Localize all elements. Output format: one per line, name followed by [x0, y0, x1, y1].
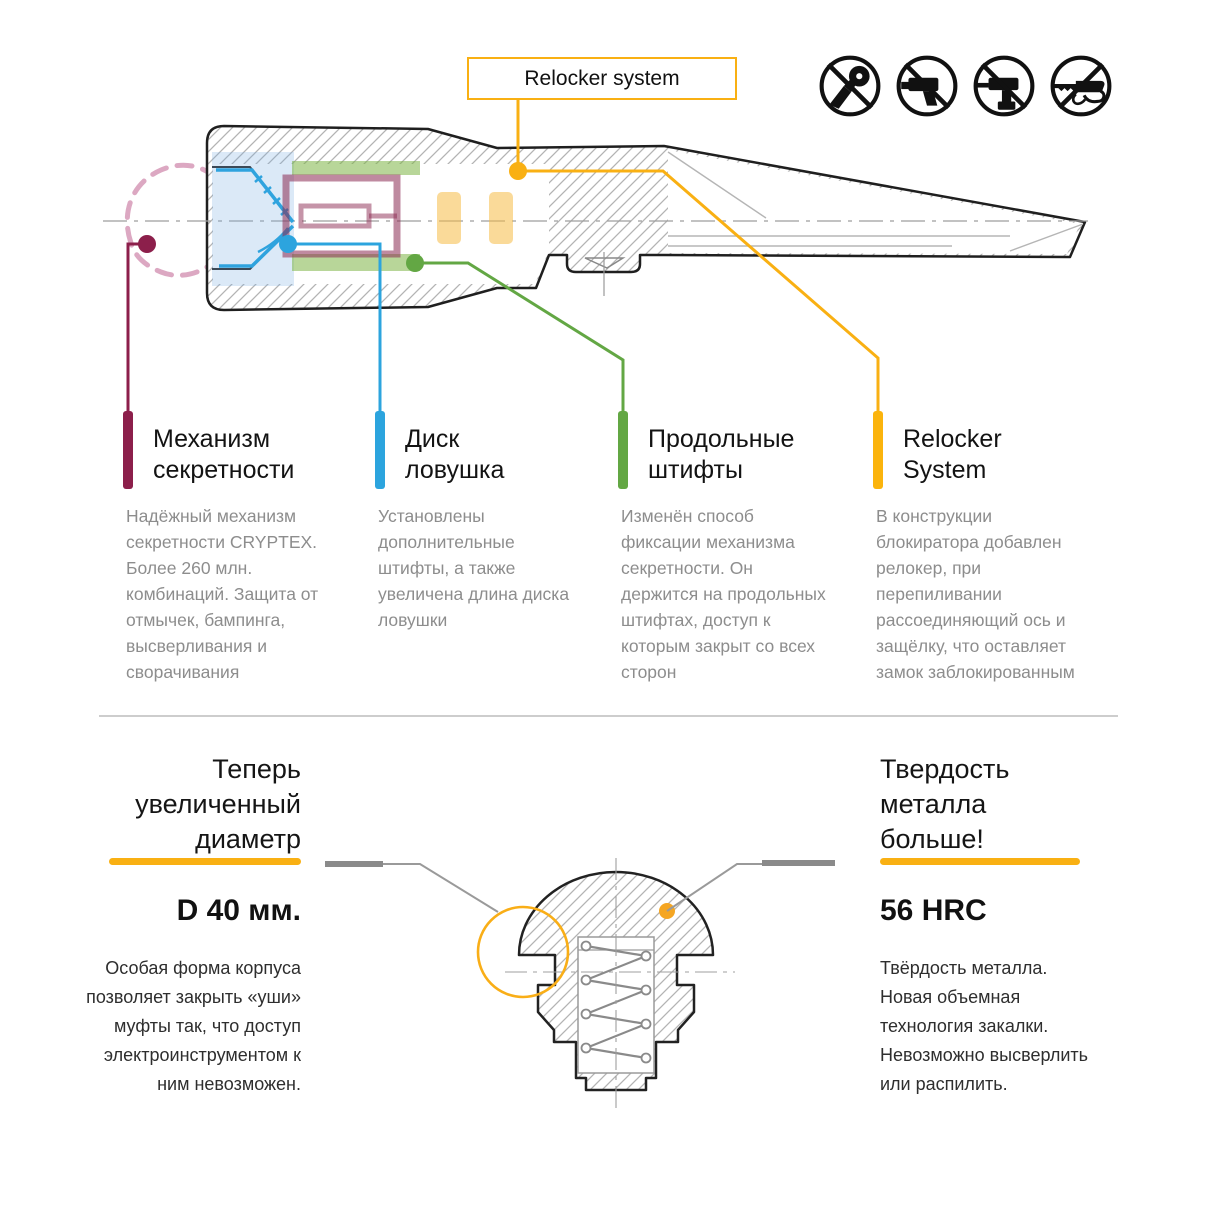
- hardness-text: Твёрдость металла. Новая объемная технология закалки. Невозможно высверлить или распилить.: [880, 958, 1089, 1094]
- callout-text-disc: Установлены дополнительные штифты, а также увеличена длина диска ловушки: [378, 506, 570, 630]
- rivet-leader-left: [325, 861, 498, 912]
- callout-column-mechanism: [123, 411, 353, 701]
- hardness-heading: Твердость металла больше!: [880, 754, 1010, 854]
- prohibited-tools-row: [817, 53, 1114, 119]
- diameter-text: Особая форма корпуса позволяет закрыть «уши» муфты так, что доступ электроинструментом к ним невозможен.: [86, 958, 301, 1094]
- callout-text-relocker: В конструкции блокиратора добавлен релокер, при перепиливании рассоединяющий ось и защёлку, что оставляет замок заблокированным: [876, 506, 1075, 682]
- relocker-system-label: [467, 57, 737, 100]
- callout-title-mechanism: Механизм секретности: [153, 425, 295, 484]
- connector-line-mechanism: [128, 244, 147, 412]
- callout-text-mechanism: Надёжный механизм секретности CRYPTEX. Более 260 млн. комбинаций. Защита от отмычек, бампинга, высверливания и сворачивания: [126, 506, 319, 682]
- relocker-system-label-text: Relocker system: [524, 66, 680, 90]
- marker-dot-disc: [279, 235, 297, 253]
- no-reciprocating-saw-icon: [1048, 53, 1114, 119]
- marker-dot-relocker: [509, 162, 527, 180]
- callout-column-pins: [618, 411, 848, 701]
- rivet-cross-section-diagram: [0, 840, 1217, 1120]
- callout-column-disc: [375, 411, 605, 701]
- callout-title-pins: Продольные штифты: [648, 425, 795, 484]
- callout-bar-relocker: [873, 411, 883, 489]
- screw-detail: [585, 252, 623, 296]
- callout-text-pins: Изменён способ фиксации механизма секретности. Он держится на продольных штифтах, доступ к которым закрыт со всех сторон: [621, 506, 826, 682]
- no-drill-icon: [894, 53, 960, 119]
- marker-dot-pins: [406, 254, 424, 272]
- section-divider: [99, 715, 1118, 717]
- callout-bar-pins: [618, 411, 628, 489]
- callout-bar-mechanism: [123, 411, 133, 489]
- no-hammer-drill-icon: [971, 53, 1037, 119]
- callout-title-disc: Диск ловушка: [405, 425, 505, 484]
- no-die-grinder-icon: [817, 53, 883, 119]
- callout-title-relocker: Relocker System: [903, 425, 1002, 484]
- diameter-value: D 40 мм.: [176, 894, 301, 927]
- marker-dot-mechanism: [138, 235, 156, 253]
- hardness-value: 56 HRC: [880, 894, 987, 927]
- diameter-heading: Теперь увеличенный диаметр: [135, 754, 301, 854]
- disc-trap-highlight: [212, 152, 294, 286]
- lock-body: [207, 126, 1085, 310]
- callout-column-relocker: [873, 411, 1103, 701]
- callout-bar-disc: [375, 411, 385, 489]
